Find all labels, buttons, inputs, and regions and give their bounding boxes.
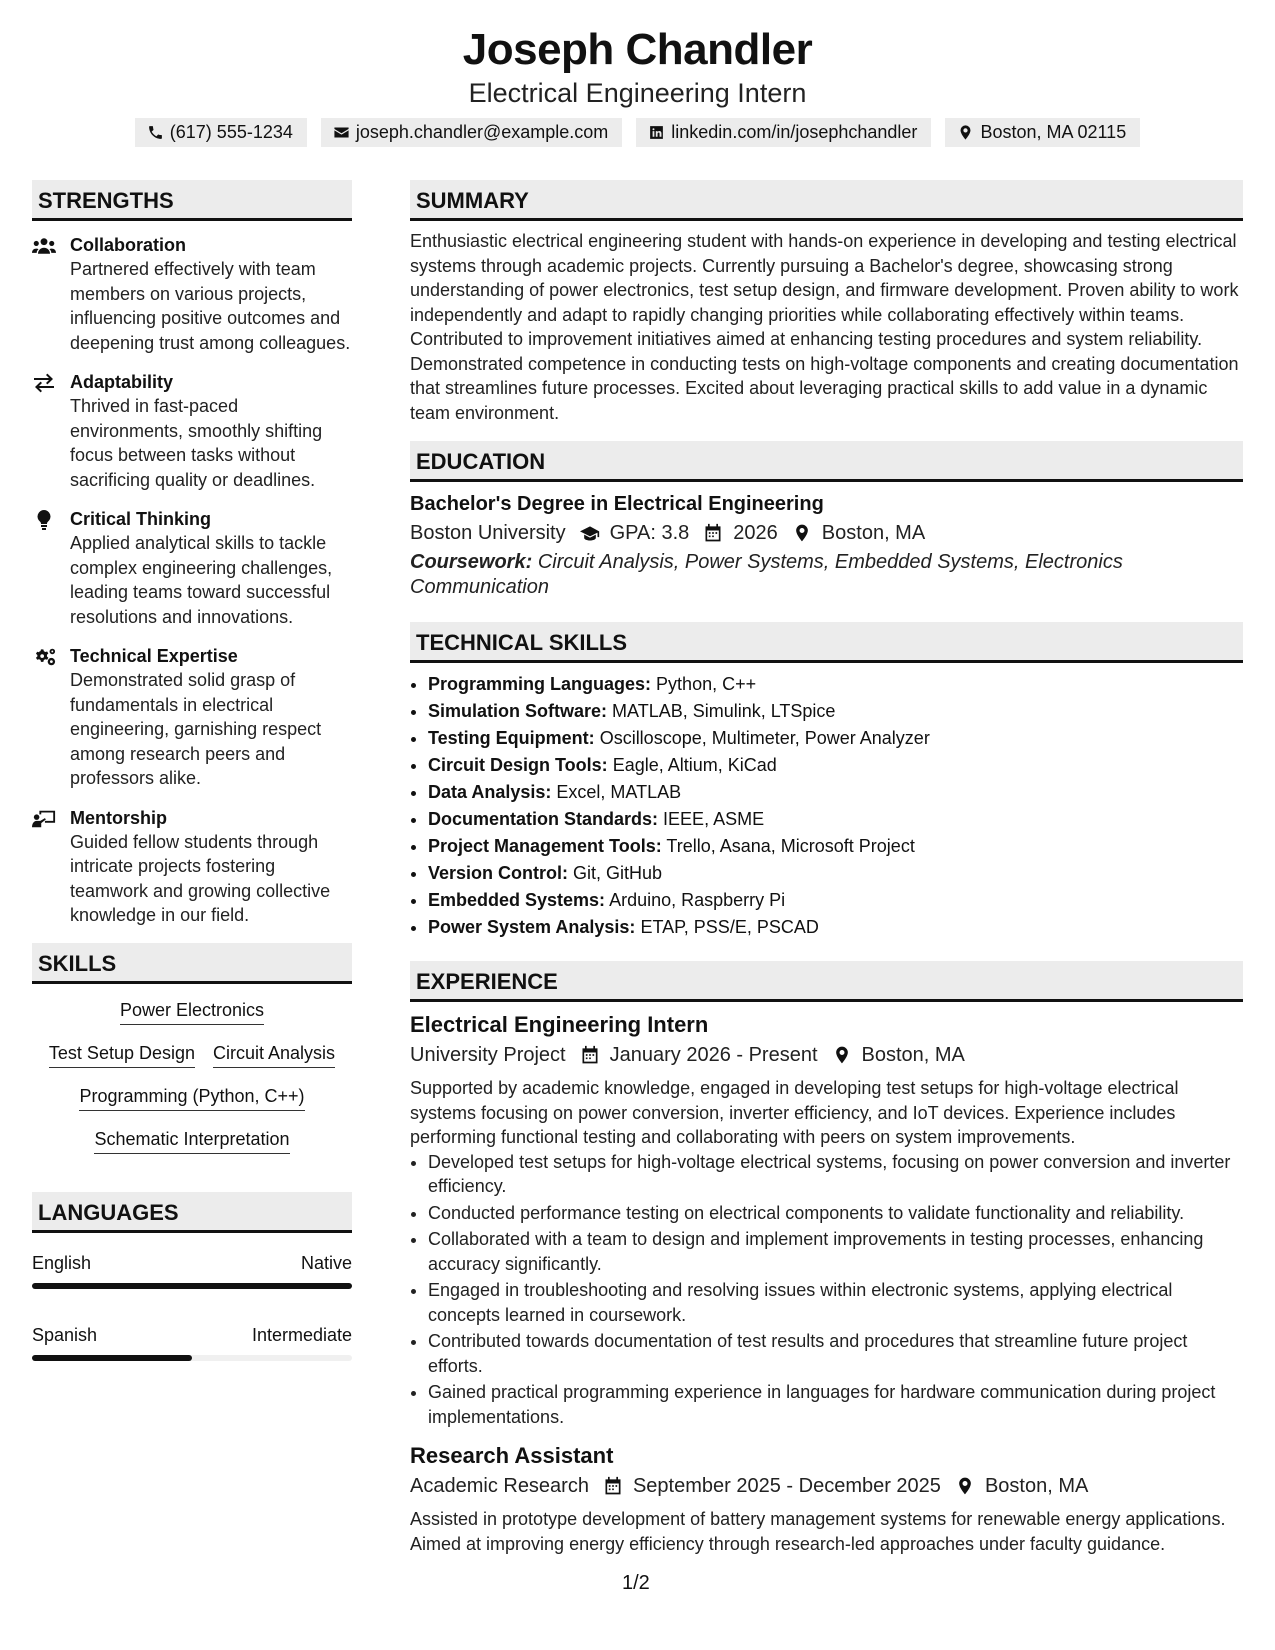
envelope-icon	[333, 124, 350, 141]
phone-icon	[147, 124, 164, 141]
list-item	[428, 914, 1243, 941]
strength-item	[32, 806, 352, 928]
coursework-list: Circuit Analysis, Power Systems, Embedded Systems, Electronics Communication	[410, 551, 1123, 598]
chalkboard-teacher-icon	[32, 809, 56, 829]
calendar-icon	[703, 523, 723, 543]
skills-list	[32, 998, 352, 1154]
language-proficiency-fill	[32, 1355, 192, 1361]
job-meta	[410, 1471, 1243, 1501]
contact-location	[945, 118, 1140, 147]
school-location: Boston, MA	[821, 522, 926, 544]
language-level: Native	[300, 1252, 352, 1273]
tech-skill-value: Excel, MATLAB	[556, 782, 682, 802]
tech-skill-label: Embedded Systems:	[428, 890, 606, 910]
strength-desc: Partnered effectively with team members on various projects, influencing positive outcomes and deepening trust among colleagues.	[70, 259, 351, 353]
language-name: English	[32, 1252, 92, 1273]
linkedin-icon	[648, 124, 665, 141]
job-entry	[410, 1441, 1243, 1556]
resume-header	[0, 0, 1275, 147]
tech-skill-label: Programming Languages:	[428, 674, 652, 694]
map-pin-icon	[955, 1476, 975, 1496]
tech-skill-value: Git, GitHub	[573, 863, 663, 883]
graduation-year: 2026	[733, 522, 778, 544]
users-icon	[32, 236, 56, 256]
list-item	[428, 779, 1243, 806]
list-item	[428, 887, 1243, 914]
languages-list	[32, 1251, 352, 1361]
tech-skill-label: Testing Equipment:	[428, 728, 595, 748]
languages-heading: LANGUAGES	[32, 1192, 352, 1233]
list-item	[428, 671, 1243, 698]
strength-desc: Applied analytical skills to tackle complex engineering challenges, leading teams toward successful resolutions and innovations.	[70, 533, 333, 627]
email-text: joseph.chandler@example.com	[355, 121, 609, 142]
strength-item	[32, 370, 352, 492]
strength-title: Collaboration	[70, 235, 186, 255]
tech-skill-label: Power System Analysis:	[428, 917, 636, 937]
tech-skill-label: Project Management Tools:	[428, 836, 662, 856]
page-number: 1/2	[622, 1572, 650, 1594]
phone-text: (617) 555-1234	[169, 121, 293, 142]
list-item: • Collaborated with a team to design and implement improvements in testing processes, enhancing accuracy significantly.	[428, 1227, 1243, 1276]
summary-text: Enthusiastic electrical engineering student with hands-on experience in developing and testing electrical systems through academic projects. Currently pursuing a Bachelor's degree, showcasing strong understanding of power electronics, test setup design, and firmware development. Proven ability to work independently and adapt to rapidly changing priorities while collaborating effectively within teams. Contributed to improvement initiatives aimed at enhancing testing procedures and system reliability. Demonstrated competence in conducting tests on high-voltage components and creating documentation that streamlines future processes. Excited about leveraging practical skills to add value in a dynamic team environment.	[410, 231, 1239, 423]
job-org: University Project	[410, 1044, 566, 1066]
contact-phone[interactable]	[135, 118, 307, 147]
strength-desc: Guided fellow students through intricate projects fostering teamwork and growing collective knowledge in our field.	[70, 831, 331, 925]
candidate-name: Joseph Chandler	[462, 25, 813, 74]
education-heading: EDUCATION	[410, 441, 1243, 482]
list-item	[428, 752, 1243, 779]
left-column	[32, 180, 352, 1395]
list-item: • Gained practical programming experience in languages for hardware communication during project implementations.	[428, 1380, 1243, 1429]
list-item: • Developed test setups for high-voltage electrical systems, focusing on power conversion and inverter efficiency.	[428, 1150, 1243, 1199]
strength-title: Critical Thinking	[70, 509, 212, 529]
gpa: GPA: 3.8	[609, 522, 690, 544]
education-entry	[410, 490, 1243, 600]
tech-skill-label: Data Analysis:	[428, 782, 552, 802]
strength-item	[32, 644, 352, 791]
tech-skill-value: Python, C++	[656, 674, 757, 694]
tech-skill-value: Trello, Asana, Microsoft Project	[666, 836, 915, 856]
lightbulb-icon	[32, 510, 56, 530]
job-org: Academic Research	[410, 1475, 589, 1497]
language-proficiency-fill	[32, 1283, 352, 1289]
candidate-title: Electrical Engineering Intern	[468, 78, 807, 108]
summary-heading: SUMMARY	[410, 180, 1243, 221]
strength-desc: Thrived in fast-paced environments, smoothly shifting focus between tasks without sacrificing quality or deadlines.	[70, 396, 323, 490]
strength-title: Mentorship	[70, 807, 167, 828]
language-item	[32, 1251, 352, 1289]
strength-desc: Demonstrated solid grasp of fundamentals in electrical engineering, garnishing respect among research peers and professors alike.	[70, 670, 322, 788]
job-title: Electrical Engineering Intern	[410, 1012, 709, 1037]
calendar-icon	[603, 1476, 623, 1496]
experience-heading: EXPERIENCE	[410, 961, 1243, 1002]
language-proficiency-bar	[32, 1355, 352, 1361]
skill-tag: Circuit Analysis	[213, 1041, 335, 1068]
language-name: Spanish	[32, 1324, 98, 1345]
graduation-cap-icon	[580, 523, 600, 543]
education-meta	[410, 518, 1243, 548]
job-dates: January 2026 - Present	[609, 1044, 818, 1066]
contact-linkedin[interactable]	[636, 118, 931, 147]
list-item	[428, 833, 1243, 860]
job-location: Boston, MA	[984, 1475, 1089, 1497]
contact-bar	[0, 118, 1275, 147]
technical-skills-heading: TECHNICAL SKILLS	[410, 622, 1243, 663]
degree-title: Bachelor's Degree in Electrical Engineering	[410, 493, 824, 515]
list-item	[428, 806, 1243, 833]
job-description: Supported by academic knowledge, engaged in developing test setups for high-voltage electrical systems focusing on power conversion, inverter efficiency, and IoT devices. Experience includes performing functional testing and collaborating with peers on system improvements.	[410, 1078, 1179, 1147]
tech-skill-label: Version Control:	[428, 863, 569, 883]
strength-title: Technical Expertise	[70, 646, 238, 666]
list-item: • Contributed towards documentation of test results and procedures that streamline future project efforts.	[428, 1329, 1243, 1378]
tech-skill-value: Oscilloscope, Multimeter, Power Analyzer	[599, 728, 930, 748]
skill-tag: Test Setup Design	[49, 1041, 195, 1068]
list-item: • Conducted performance testing on electrical components to validate functionality and reliability.	[428, 1201, 1243, 1226]
tech-skill-value: IEEE, ASME	[663, 809, 765, 829]
map-pin-icon	[792, 523, 812, 543]
map-pin-icon	[832, 1045, 852, 1065]
gears-icon	[32, 647, 56, 667]
language-item	[32, 1323, 352, 1361]
job-location: Boston, MA	[861, 1044, 965, 1066]
skill-tag: Power Electronics	[120, 998, 264, 1025]
job-title: Research Assistant	[410, 1443, 614, 1468]
right-column	[410, 180, 1243, 1556]
strength-item	[32, 507, 352, 629]
list-item	[428, 725, 1243, 752]
location-text: Boston, MA 02115	[980, 121, 1127, 142]
strengths-heading: STRENGTHS	[32, 180, 352, 221]
job-entry	[410, 1010, 1243, 1429]
technical-skills-list	[410, 671, 1243, 941]
job-description: Assisted in prototype development of battery management systems for renewable energy applications. Aimed at improving energy efficiency through research-led approaches under faculty guidance.	[410, 1509, 1226, 1554]
calendar-icon	[580, 1045, 600, 1065]
job-bullets	[410, 1150, 1243, 1430]
list-item: • Engaged in troubleshooting and resolving issues within electronic systems, applying electrical concepts learned in coursework.	[428, 1278, 1243, 1327]
skill-tag: Programming (Python, C++)	[79, 1084, 304, 1111]
job-meta	[410, 1040, 1243, 1070]
skills-heading: SKILLS	[32, 943, 352, 984]
tech-skill-value: ETAP, PSS/E, PSCAD	[640, 917, 819, 937]
coursework	[410, 550, 1243, 600]
tech-skill-value: MATLAB, Simulink, LTSpice	[612, 701, 836, 721]
language-proficiency-bar	[32, 1283, 352, 1289]
strength-item	[32, 233, 352, 355]
job-dates: September 2025 - December 2025	[632, 1475, 941, 1497]
strengths-list	[32, 233, 352, 928]
linkedin-text: linkedin.com/in/josephchandler	[671, 121, 918, 142]
arrows-exchange-icon	[32, 373, 56, 393]
tech-skill-label: Circuit Design Tools:	[428, 755, 608, 775]
strength-title: Adaptability	[70, 372, 174, 392]
map-pin-icon	[957, 124, 974, 141]
list-item	[428, 860, 1243, 887]
tech-skill-label: Simulation Software:	[428, 701, 608, 721]
school-name: Boston University	[410, 522, 566, 544]
list-item	[428, 698, 1243, 725]
tech-skill-value: Eagle, Altium, KiCad	[612, 755, 777, 775]
tech-skill-value: Arduino, Raspberry Pi	[609, 890, 786, 910]
skill-tag: Schematic Interpretation	[94, 1127, 289, 1154]
coursework-label: Coursework:	[410, 551, 533, 573]
tech-skill-label: Documentation Standards:	[428, 809, 659, 829]
contact-email[interactable]	[321, 118, 622, 147]
language-level: Intermediate	[251, 1324, 352, 1345]
